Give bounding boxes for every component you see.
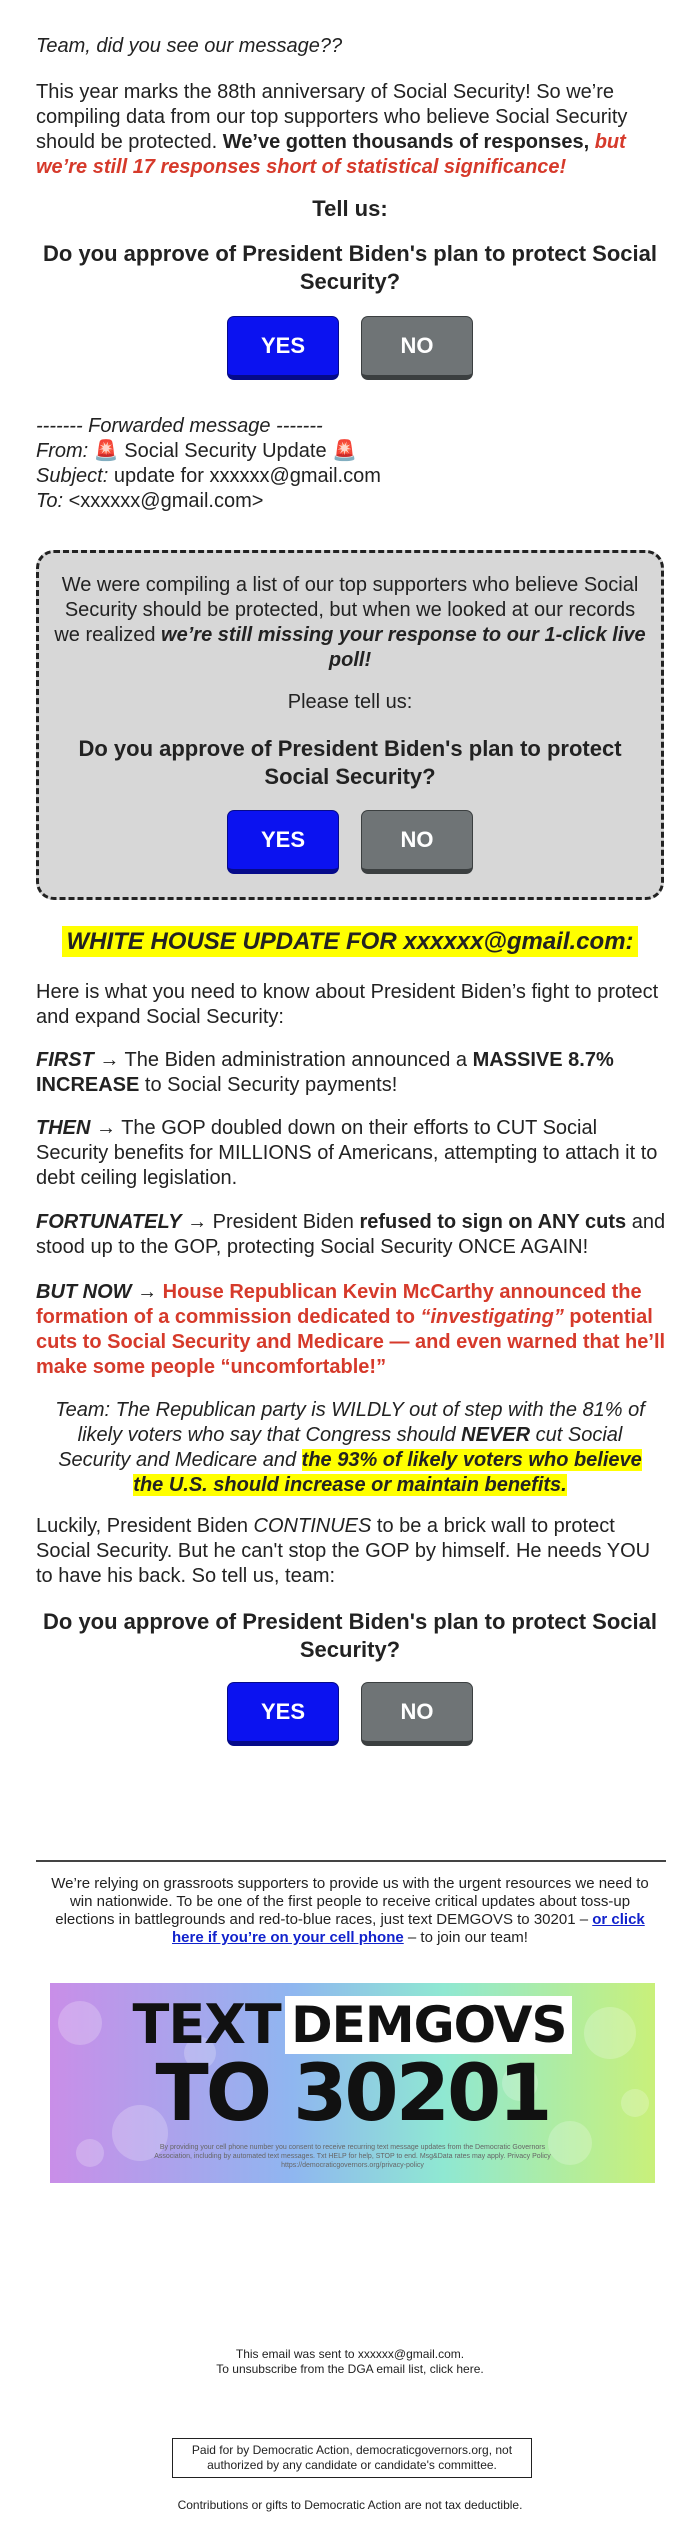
box-text: We were compiling a list of our top supporters who believe Social Security should be protected, but when we looked at our records we realized we’re still missing your response to our 1-click live poll! (54, 574, 646, 671)
yes-button[interactable]: YES (228, 1683, 338, 1745)
intro-paragraph (36, 80, 666, 180)
no-button[interactable]: NO (362, 811, 472, 873)
forwarded-to: To: <xxxxxx@gmail.com> (36, 490, 264, 512)
but-now-paragraph: BUT NOW → House Republican Kevin McCarthy announced the formation of a commission dedicated to “investigating” potential cuts to Social Security and Medicare — and even warned that he’ll make some people “uncomfortable!” (36, 1281, 666, 1378)
update-intro: Here is what you need to know about President Biden’s fight to protect and expand Social Security: (36, 981, 659, 1028)
forwarded-poll-box (36, 550, 664, 900)
first-paragraph: FIRST → The Biden administration announced a MASSIVE 8.7% INCREASE to Social Security payments! (36, 1049, 614, 1096)
poll-buttons-3 (36, 1683, 664, 1745)
update-title: WHITE HOUSE UPDATE FOR xxxxxx@gmail.com: (62, 926, 637, 957)
fortunately-paragraph: FORTUNATELY → President Biden refused to sign on ANY cuts and stood up to the GOP, protecting Social Security ONCE AGAIN! (36, 1211, 666, 1258)
poll-buttons-1 (36, 317, 664, 379)
banner-line-1 (50, 1993, 655, 2056)
banner-line-2: TO 30201 (155, 2049, 550, 2139)
no-button[interactable]: NO (362, 1683, 472, 1745)
poll-question-3: Do you approve of President Biden's plan to protect Social Security? (43, 1609, 657, 1662)
update-title-wrap (0, 928, 700, 956)
section-divider (36, 1860, 666, 1862)
then-paragraph: THEN → The GOP doubled down on their efforts to CUT Social Security benefits for MILLIONS of Americans, attempting to attach it to debt ceiling legislation. (36, 1117, 658, 1189)
poll-question-2: Do you approve of President Biden's plan to protect Social Security? (78, 736, 622, 789)
grassroots-text: We’re relying on grassroots supporters to provide us with the urgent resources we need to win nationwide. To be one of the first people to receive critical updates about toss-up elections in battlegrounds and red-to-blue races, just text DEMGOVS to 30201 – or click here if you’re on your cell phone – to join our team! (51, 1875, 649, 1946)
greeting: Team, did you see our message?? (36, 35, 343, 57)
cell-phone-link[interactable]: or click here if you’re on your cell phone (172, 1911, 645, 1946)
intro-red: but we’re still 17 responses short of statistical significance! (36, 131, 626, 178)
forwarded-subject: Subject: update for xxxxxx@gmail.com (36, 465, 381, 487)
poll-buttons-2 (53, 811, 647, 873)
intro-text: This year marks the 88th anniversary of Social Security! So we’re compiling data from our top supporters who believe Social Security should be protected. (36, 81, 628, 153)
box-please-tell-us: Please tell us: (287, 691, 413, 713)
poll-question-1: Do you approve of President Biden's plan to protect Social Security? (43, 241, 657, 294)
forwarded-from: From: 🚨 Social Security Update 🚨 (36, 440, 358, 462)
banner-fine-print: By providing your cell phone number you consent to receive recurring text message updates from the Democratic Governors Association, including by automated text messages. Txt HELP for help, STOP to end. Msg&Data rates may apply. Privacy Policy https://democraticgovernors.org/privacy-policy (154, 2144, 551, 2169)
footer-unsubscribe[interactable]: To unsubscribe from the DGA email list, click here. (216, 2362, 484, 2376)
intro-bold: We’ve gotten thousands of responses, (222, 131, 590, 153)
banner-keyword: DEMGOVS (285, 1996, 572, 2054)
text-demgovs-banner[interactable] (50, 1983, 655, 2183)
forwarded-divider: ------- Forwarded message ------- (36, 415, 323, 437)
tell-us-heading: Tell us: (312, 196, 388, 221)
banner-text-word: TEXT (132, 1993, 281, 2056)
footer-not-deductible: Contributions or gifts to Democratic Action are not tax deductible. (177, 2498, 523, 2512)
team-note: Team: The Republican party is WILDLY out of step with the 81% of likely voters who say that Congress should NEVER cut Social Security and Medicare and the 93% of likely voters who believe the U.S. should increase or maintain benefits. (55, 1399, 645, 1496)
yes-button[interactable]: YES (228, 317, 338, 379)
forwarded-message-header (36, 414, 666, 514)
yes-button[interactable]: YES (228, 811, 338, 873)
footer-sent-to: This email was sent to xxxxxx@gmail.com. (235, 2347, 465, 2361)
paid-for-box (172, 2438, 532, 2478)
no-button[interactable]: NO (362, 317, 472, 379)
paid-for-text: Paid for by Democratic Action, democraticgovernors.org, not authorized by any candidate or candidate's committee. (191, 2443, 513, 2472)
luckily-paragraph: Luckily, President Biden CONTINUES to be a brick wall to protect Social Security. But he can't stop the GOP by himself. He needs YOU to have his back. So tell us, team: (36, 1515, 651, 1587)
